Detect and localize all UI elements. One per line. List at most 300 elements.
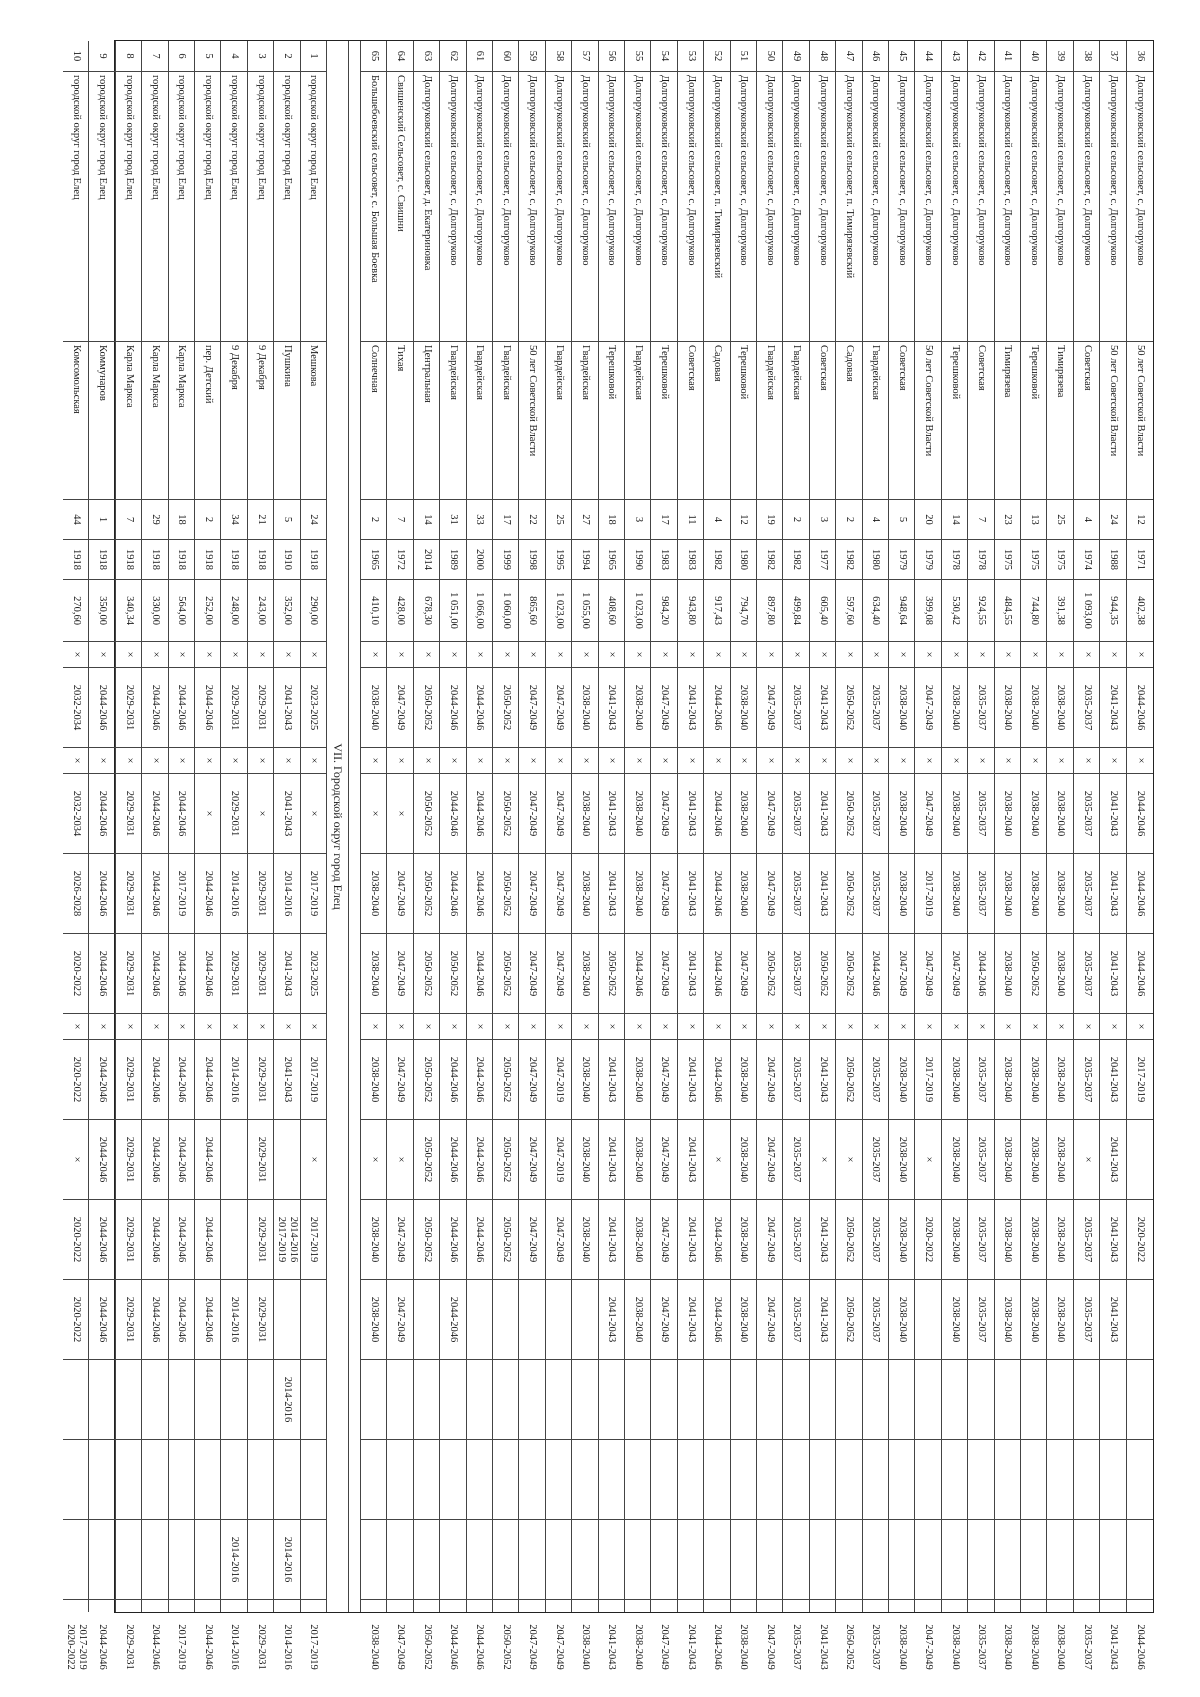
table-cell: Садовая: [836, 341, 861, 499]
table-cell: Коммунаров: [89, 341, 114, 499]
table-cell: 2029-2031: [248, 853, 273, 933]
table-cell: ×: [757, 641, 782, 667]
table-cell: 2044-2046: [142, 853, 167, 933]
table-cell: 9 Декабря: [221, 341, 246, 499]
table-cell: [169, 1439, 194, 1519]
table-cell: [274, 1279, 299, 1359]
table-cell: ×: [757, 1013, 782, 1039]
table-cell: 2029-2031: [248, 1119, 273, 1199]
table-cell: 2050-2052: [493, 1599, 518, 1694]
table-cell: 1: [89, 499, 114, 539]
table-cell: 2041-2043: [810, 853, 835, 933]
table-cell: Солнечная: [361, 341, 386, 499]
table-cell: ×: [836, 1119, 861, 1199]
table-cell: ×: [274, 747, 299, 773]
table-cell: 1 060,00: [493, 579, 518, 641]
table-cell: 484,55: [995, 579, 1020, 641]
table-cell: ×: [678, 747, 703, 773]
table-cell: [783, 1359, 808, 1439]
table-cell: 984,20: [651, 579, 676, 641]
table-cell: 2041-2043: [599, 1599, 624, 1694]
table-cell: 2038-2040: [361, 667, 386, 747]
table-cell: 1975: [995, 539, 1020, 579]
table-cell: 2047-2049: [546, 853, 571, 933]
table-cell: 270,60: [63, 579, 88, 641]
table-cell: ×: [361, 747, 386, 773]
table-cell: 350,00: [89, 579, 114, 641]
table-cell: ×: [274, 641, 299, 667]
table-cell: [625, 1359, 650, 1439]
table-cell: 2041-2043: [1100, 1279, 1125, 1359]
table-row: [757, 41, 783, 1670]
table-cell: 2044-2046: [169, 667, 194, 747]
table-cell: 9 Декабря: [248, 341, 273, 499]
table-cell: 7: [149, 53, 161, 59]
table-cell: [387, 1359, 412, 1439]
table-cell: 2038-2040: [1021, 1279, 1046, 1359]
table-cell: 3: [625, 499, 650, 539]
table-cell: 2020-2022: [63, 1279, 88, 1359]
table-row: [142, 41, 168, 1670]
table-cell: 55: [632, 50, 644, 62]
table-cell: [89, 1439, 114, 1519]
table-cell: 2047-2049: [651, 1119, 676, 1199]
table-cell: 2038-2040: [572, 773, 597, 853]
table-cell: Долгоруковский сельсовет, с. Долгоруково: [889, 71, 914, 341]
table-cell: 1982: [757, 539, 782, 579]
table-cell: [704, 1439, 729, 1519]
table-cell: Гвардейская: [493, 341, 518, 499]
table-cell: ×: [889, 747, 914, 773]
table-cell: [625, 1519, 650, 1599]
table-cell: ×: [221, 747, 246, 773]
table-cell: 2041-2043: [810, 667, 835, 747]
table-cell: [810, 1359, 835, 1439]
table-cell: ×: [1100, 1013, 1125, 1039]
table-cell: 2038-2040: [361, 1599, 386, 1694]
table-cell: 2014-2016: [274, 853, 299, 933]
table-cell: 2050-2052: [414, 773, 439, 853]
table-cell: 2029-2031: [116, 1599, 141, 1694]
table-cell: 2038-2040: [1047, 933, 1072, 1013]
table-cell: ×: [301, 773, 326, 853]
table-cell: [1127, 1519, 1153, 1599]
table-cell: ×: [836, 641, 861, 667]
table-cell: ×: [195, 641, 220, 667]
table-cell: 2038-2040: [1047, 1599, 1072, 1694]
table-cell: [1100, 1439, 1125, 1519]
table-cell: 2047-2049: [757, 1599, 782, 1694]
table-cell: 1918: [248, 539, 273, 579]
table-cell: 2044-2046: [89, 773, 114, 853]
table-cell: 2038-2040: [572, 933, 597, 1013]
table-cell: городской округ город Елец: [248, 71, 273, 341]
table-cell: ×: [142, 1013, 167, 1039]
table-row: [863, 41, 889, 1670]
table-cell: 2014-2016: [221, 853, 246, 933]
table-cell: 44: [923, 50, 935, 62]
table-cell: [863, 1359, 888, 1439]
table-cell: [546, 1359, 571, 1439]
table-cell: 2047-2049: [519, 1199, 544, 1279]
table-cell-line: 2020-2022: [64, 1624, 76, 1670]
table-cell: ×: [625, 747, 650, 773]
table-cell: ×: [387, 773, 412, 853]
table-cell: 2044-2046: [169, 933, 194, 1013]
table-cell: городской округ город Елец: [274, 71, 299, 341]
table-cell: Карла Маркса: [116, 341, 141, 499]
table-cell: ×: [704, 641, 729, 667]
table-cell: 2050-2052: [836, 1039, 861, 1119]
table-cell: [440, 1359, 465, 1439]
table-cell: 2044-2046: [467, 853, 492, 933]
table-cell: 2020-2022: [63, 1039, 88, 1119]
table-cell: городской округ город Елец: [301, 71, 326, 341]
table-cell: 53: [685, 50, 697, 62]
table-cell: [572, 1439, 597, 1519]
table-cell: 2041-2043: [599, 667, 624, 747]
table-cell: 2041-2043: [678, 1119, 703, 1199]
table-cell: городской округ город Елец: [142, 71, 167, 341]
table-cell: 2047-2049: [651, 667, 676, 747]
table-cell: [63, 1359, 88, 1439]
table-cell: 2047-2049: [387, 1599, 412, 1694]
table-cell: 943,80: [678, 579, 703, 641]
table-cell: [599, 1439, 624, 1519]
table-cell: [1127, 1439, 1153, 1519]
table-cell: 2041-2043: [678, 853, 703, 933]
table-cell: 2041-2043: [678, 1279, 703, 1359]
table-cell: 19: [757, 499, 782, 539]
table-cell: 2038-2040: [1047, 667, 1072, 747]
table-cell: 2047-2049: [651, 773, 676, 853]
table-cell: 52: [711, 50, 723, 62]
table-cell: Долгоруковский сельсовет, с. Долгоруково: [810, 71, 835, 341]
table-cell: Долгоруковский сельсовет, с. Долгоруково: [572, 71, 597, 341]
table-cell: 2038-2040: [361, 853, 386, 933]
table-cell: 2035-2037: [863, 1039, 888, 1119]
table-cell: 12: [731, 499, 756, 539]
table-cell: ×: [89, 747, 114, 773]
table-cell: 2: [361, 499, 386, 539]
table-cell: ×: [63, 641, 88, 667]
table-cell: Долгоруковский сельсовет, с. Долгоруково: [968, 71, 993, 341]
table-cell: 2041-2043: [678, 1039, 703, 1119]
table-cell: 2041-2043: [1100, 1199, 1125, 1279]
table-cell: [1021, 1519, 1046, 1599]
table-cell: ×: [625, 1013, 650, 1039]
table-cell: 1 051,00: [440, 579, 465, 641]
table-cell: Долгоруковский сельсовет, с. Долгоруково: [599, 71, 624, 341]
table-cell: ×: [572, 641, 597, 667]
table-cell: Долгоруковский сельсовет, с. Долгоруково: [651, 71, 676, 341]
table-cell: 11: [678, 499, 703, 539]
table-cell: 2038-2040: [572, 1119, 597, 1199]
table-cell: 2044-2046: [440, 1199, 465, 1279]
table-cell: 2041-2043: [678, 1199, 703, 1279]
table-cell: 2041-2043: [599, 1199, 624, 1279]
table-cell: [968, 1359, 993, 1439]
table-cell: 2038-2040: [1047, 853, 1072, 933]
table-cell: 2038-2040: [995, 667, 1020, 747]
table-cell: [836, 1519, 861, 1599]
table-cell: 530,42: [942, 579, 967, 641]
table-cell: [572, 1279, 597, 1359]
table-cell: 2020-2022: [63, 933, 88, 1013]
table-cell: 2044-2046: [467, 1599, 492, 1694]
table-cell: 2038-2040: [625, 1039, 650, 1119]
table-cell: 2032-2034: [63, 667, 88, 747]
table-cell: 2038-2040: [995, 1119, 1020, 1199]
table-row: [169, 41, 195, 1670]
table-cell: 1979: [889, 539, 914, 579]
table-cell: [169, 1359, 194, 1439]
table-cell: ×: [440, 1013, 465, 1039]
table-cell: ×: [995, 641, 1020, 667]
table-cell: 2044-2046: [440, 667, 465, 747]
table-cell: 2047-2049: [519, 773, 544, 853]
table-cell: [678, 1359, 703, 1439]
table-cell: [1021, 1439, 1046, 1519]
table-cell: 2: [783, 499, 808, 539]
table-row: [387, 41, 413, 1670]
table-row: [678, 41, 704, 1670]
table-cell: ×: [995, 1013, 1020, 1039]
table-cell: 9: [97, 53, 109, 59]
table-cell: 2035-2037: [968, 853, 993, 933]
table-cell: 50 лет Советской Власти: [915, 341, 940, 499]
table-cell: 1995: [546, 539, 571, 579]
table-cell: 2023-2025: [301, 933, 326, 1013]
table-cell: [248, 1439, 273, 1519]
table-cell: [572, 1359, 597, 1439]
table-cell: 2044-2046: [169, 773, 194, 853]
table-cell: 2014: [414, 539, 439, 579]
table-cell: 2035-2037: [863, 1119, 888, 1199]
table-cell: 2038-2040: [889, 853, 914, 933]
table-cell: [942, 1359, 967, 1439]
table-cell: 2044-2046: [195, 1279, 220, 1359]
table-cell: 2044-2046: [1127, 853, 1153, 933]
table-cell: Терешковой: [942, 341, 967, 499]
table-cell: ×: [89, 641, 114, 667]
table-cell: 2038-2040: [572, 1599, 597, 1694]
table-cell: ×: [301, 1013, 326, 1039]
table-cell: ×: [63, 1119, 88, 1199]
table-cell: 2044-2046: [169, 1119, 194, 1199]
table-cell: [889, 1519, 914, 1599]
table-cell: [836, 1359, 861, 1439]
table-cell: 2029-2031: [116, 1279, 141, 1359]
table-cell: 1: [308, 53, 320, 59]
table-cell: 2014-2016: [274, 1599, 299, 1694]
table-cell: 2044-2046: [89, 667, 114, 747]
table-cell: ×: [836, 1013, 861, 1039]
table-cell: 2014-2016: [274, 1519, 299, 1599]
table-cell: Долгоруковский сельсовет, с. Долгоруково: [546, 71, 571, 341]
table-cell: ×: [651, 1013, 676, 1039]
table-cell: Гвардейская: [572, 341, 597, 499]
table-cell: 2017-2019: [301, 1039, 326, 1119]
table-cell: Тимирязева: [1047, 341, 1072, 499]
table-cell: 2038-2040: [625, 1279, 650, 1359]
table-cell: 60: [500, 50, 512, 62]
table-cell: Советская: [810, 341, 835, 499]
table-cell: 2044-2046: [704, 853, 729, 933]
table-row: [625, 41, 651, 1670]
table-cell: 62: [447, 50, 459, 62]
table-cell: ×: [968, 1013, 993, 1039]
table-cell: [651, 1519, 676, 1599]
table-cell: 2038-2040: [942, 1039, 967, 1119]
table-cell: 2041-2043: [810, 1199, 835, 1279]
table-cell: 2050-2052: [493, 933, 518, 1013]
table-cell: 14: [942, 499, 967, 539]
table-cell: [63, 1599, 88, 1694]
table-cell: 2038-2040: [1021, 1119, 1046, 1199]
table-cell: 50 лет Советской Власти: [519, 341, 544, 499]
table-cell: Гвардейская: [546, 341, 571, 499]
table-cell: Долгоруковский сельсовет, с. Долгоруково: [1100, 71, 1125, 341]
table-cell: 20: [915, 499, 940, 539]
table-cell: 63: [421, 50, 433, 62]
table-cell: 47: [843, 50, 855, 62]
table-cell: 897,80: [757, 579, 782, 641]
table-cell: 2044-2046: [89, 1599, 114, 1694]
table-cell: 2044-2046: [169, 1279, 194, 1359]
table-cell: ×: [361, 1119, 386, 1199]
table-cell: городской округ город Елец: [63, 71, 88, 341]
table-cell: ×: [915, 747, 940, 773]
table-cell: [546, 1279, 571, 1359]
table-cell: 8: [123, 53, 135, 59]
table-cell: 2038-2040: [731, 1279, 756, 1359]
table-cell: 2029-2031: [248, 1279, 273, 1359]
table-cell: ×: [915, 1013, 940, 1039]
table-cell: 1972: [387, 539, 412, 579]
table-cell: Тихая: [387, 341, 412, 499]
table-cell: ×: [572, 1013, 597, 1039]
table-row: [546, 41, 572, 1670]
table-cell: Долгоруковский сельсовет, с. Долгоруково: [493, 71, 518, 341]
table-cell: Советская: [678, 341, 703, 499]
table-cell: 2035-2037: [968, 667, 993, 747]
table-cell: 7: [116, 499, 141, 539]
table-cell: Советская: [968, 341, 993, 499]
table-cell: 2035-2037: [863, 853, 888, 933]
table-cell: [704, 1519, 729, 1599]
table-cell: 2047-2049: [757, 853, 782, 933]
table-cell: 2047-2049: [915, 1599, 940, 1694]
table-cell: [1021, 1359, 1046, 1439]
table-cell: [1127, 1279, 1153, 1359]
table-cell: 2050-2052: [1021, 933, 1046, 1013]
table-cell: 2044-2046: [195, 667, 220, 747]
table-cell: [301, 1439, 326, 1519]
table-cell: [467, 1279, 492, 1359]
table-cell: ×: [361, 641, 386, 667]
table-cell: 2038-2040: [1047, 1039, 1072, 1119]
table-cell: ×: [731, 1013, 756, 1039]
table-cell: 1982: [783, 539, 808, 579]
table-cell: 2041-2043: [599, 1039, 624, 1119]
table-cell: 2050-2052: [493, 667, 518, 747]
table-cell: [221, 1199, 246, 1279]
table-cell: 2041-2043: [678, 773, 703, 853]
table-cell: 2047-2049: [546, 667, 571, 747]
table-cell: 2044-2046: [89, 1119, 114, 1199]
table-cell: 2041-2043: [678, 1599, 703, 1694]
repair-schedule-table: [64, 40, 1154, 1670]
table-row: [915, 41, 941, 1670]
table-cell: ×: [467, 641, 492, 667]
table-cell: 2044-2046: [169, 1039, 194, 1119]
table-cell: ×: [783, 747, 808, 773]
table-cell: 2044-2046: [863, 933, 888, 1013]
table-cell: 2044-2046: [1127, 933, 1153, 1013]
table-cell: 2: [281, 53, 293, 59]
table-cell: ×: [248, 773, 273, 853]
table-cell: Долгоруковский сельсовет, с. Долгоруково: [731, 71, 756, 341]
table-cell: [493, 1519, 518, 1599]
table-cell: 2044-2046: [169, 1199, 194, 1279]
table-cell: [440, 1439, 465, 1519]
table-cell: 2044-2046: [704, 1279, 729, 1359]
table-cell: [1074, 1439, 1099, 1519]
table-cell: 18: [169, 499, 194, 539]
table-cell: 2014-2016: [221, 1039, 246, 1119]
table-cell: ×: [783, 1013, 808, 1039]
table-cell: [1047, 1359, 1072, 1439]
table-cell: Гвардейская: [783, 341, 808, 499]
table-cell: [387, 1519, 412, 1599]
table-cell: 678,30: [414, 579, 439, 641]
table-cell: [169, 1519, 194, 1599]
table-cell: 2050-2052: [836, 1199, 861, 1279]
table-cell: 2035-2037: [783, 1199, 808, 1279]
table-cell: 2044-2046: [467, 1199, 492, 1279]
table-cell: [142, 1519, 167, 1599]
table-cell: 22: [519, 499, 544, 539]
table-cell: 2050-2052: [414, 667, 439, 747]
table-cell: 2050-2052: [836, 667, 861, 747]
table-cell: [651, 1359, 676, 1439]
table-cell: ×: [221, 1013, 246, 1039]
table-cell: ×: [1047, 747, 1072, 773]
table-cell: Тимирязева: [995, 341, 1020, 499]
table-cell: [274, 1439, 299, 1519]
table-cell: 2038-2040: [1021, 1199, 1046, 1279]
table-cell: Гвардейская: [863, 341, 888, 499]
table-cell: 2038-2040: [942, 1279, 967, 1359]
table-cell: [572, 1519, 597, 1599]
table-cell: [915, 1519, 940, 1599]
table-cell: [467, 1439, 492, 1519]
table-cell: [995, 1359, 1020, 1439]
table-cell: 38: [1081, 50, 1093, 62]
table-cell: ×: [274, 1013, 299, 1039]
table-row: [195, 41, 221, 1670]
table-cell: Советская: [1074, 341, 1099, 499]
table-cell: ×: [810, 1013, 835, 1039]
table-cell: 2038-2040: [1047, 1279, 1072, 1359]
table-cell: ×: [63, 1013, 88, 1039]
table-cell: ×: [1021, 641, 1046, 667]
table-cell: [248, 1519, 273, 1599]
table-cell: 2047-2049: [387, 1199, 412, 1279]
table-cell: ×: [546, 1013, 571, 1039]
table-cell: [519, 1279, 544, 1359]
